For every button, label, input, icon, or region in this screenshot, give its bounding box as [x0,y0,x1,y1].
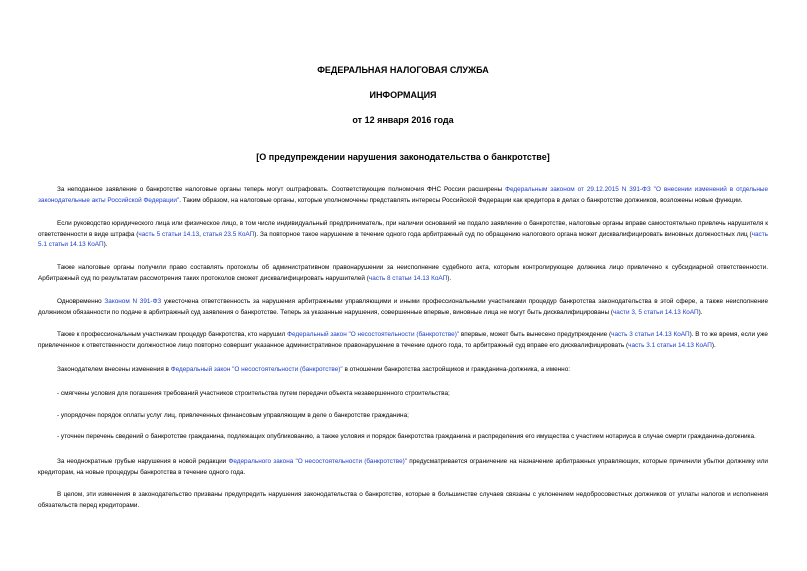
law-reference-link[interactable]: Федеральный закон "О несостоятельности (банкротстве)" [287,331,460,339]
paragraph-text: ). [698,308,703,316]
paragraph-text: - уточнен перечень сведений о банкротстве гражданина, подлежащих опубликованию, а также условия и порядок банкротства гражданина и распределения его имущества с участием нотариуса в случае смерти гражданина-должника. [57,433,756,441]
paragraph-text: ). [103,241,108,249]
law-reference-link[interactable]: часть 8 статьи 14.13 КоАП [368,274,448,282]
paragraph-text: , [199,230,203,238]
law-reference-link[interactable]: часть 3 статьи 14.13 КоАП [611,331,690,339]
paragraph-text: За неподанное заявление о банкротстве налоговые органы теперь могут оштрафовать. Соответствующие полномочия ФНС России расширены [57,186,506,193]
law-reference-link[interactable]: части 3, 5 статьи 14.13 КоАП [612,308,699,316]
paragraph-text: . Таким образом, на налоговые органы, которые уполномочены представлять интересы Российской Федерации как кредитора в делах о банкротстве должников, возложены новые функции. [179,196,743,204]
paragraph-text: ужесточена ответственность за нарушения арбитражными управляющими и иными профессиональными участниками процедур банкротства законодательства в этой сфере, а также неисполнение должником обязанности по подаче в арбитражный суд заявления о банкротстве. Теперь за указанные нарушения, совершенные впервые, виновные лица не могут быть дисквалифицированы ( [38,298,768,316]
paragraph-text: ). За повторное такое нарушение в течение одного года арбитражный суд по обращению налогового органа может дисквалифицировать виновных должностных лиц ( [254,230,752,238]
paragraph-text: ). В то же время, если уже привлеченное к ответственности должностное лицо повторно совершит указанное административное правонарушение в течение одного года, то арбитражный суд вправе его дисквалифицировать ( [38,331,768,349]
paragraph-text: Также к профессиональным участникам процедур банкротства, кто нарушил [57,331,288,339]
paragraph-text: Законодателем внесены изменения в [57,365,171,373]
paragraph [38,330,768,351]
law-reference-link[interactable]: Федеральный закон "О несостоятельности (банкротстве)" [170,365,343,373]
paragraph-text: ). [711,341,716,349]
paragraph-text: - смягчены условия для погашения требований участников строительства путем передачи объекта незавершенного строительства; [57,390,450,398]
paragraph-text: В целом, эти изменения в законодательство призваны предупредить нарушения законодательства о банкротстве, которые в большинстве случаев связаны с уклонением недобросовестных должников от уплаты налогов и исполнения обязательств перед кредиторами. [38,491,768,509]
paragraph [38,297,768,318]
paragraph-text: За неоднократные грубые нарушения в новой редакции [57,457,229,465]
document-page [38,64,768,511]
law-reference-link[interactable]: Законом N 391-ФЗ [104,298,162,306]
law-reference-link[interactable]: часть 5.1 статьи 14.13 КоАП [38,230,769,249]
paragraph-text: впервые, может быть вынесено предупреждение ( [459,331,612,339]
paragraph-text: - упорядочен порядок оплаты услуг лиц, привлеченных финансовым управляющим в деле о банкротстве гражданина; [57,411,409,419]
paragraph [38,263,768,284]
paragraph-text: Также налоговые органы получили право составлять протоколы об административном правонарушении за неисполнение судебного акта, которым контролирующее должника лицо привлечено к субсидиарной ответственности. Арбитражный суд по результатам рассмотрения таких протоколов сможет дисквалифицировать нарушителей ( [38,263,768,282]
paragraph-text: в отношении банкротства застройщиков и гражданина-должника, а именно: [342,365,571,373]
paragraph-text: Одновременно [57,298,105,306]
paragraph-text: ). [447,274,452,282]
document-type-heading: ИНФОРМАЦИЯ [369,90,437,100]
law-reference-link[interactable]: Федерального закона "О несостоятельности (банкротстве)" [228,457,408,465]
paragraph [38,432,768,443]
law-reference-link[interactable]: часть 5 статьи 14.13 [138,230,200,238]
document-title: [О предупреждении нарушения законодательства о банкротстве] [256,152,550,162]
paragraph-text: Если руководство юридического лица или физическое лицо, в том числе индивидуальный предприниматель, при наличии оснований не подало заявление о банкротстве, налоговые органы вправе самостоятельно привлечь нарушителя к ответственности в виде штрафа ( [38,220,768,238]
law-reference-link[interactable]: статья 23.5 КоАП [202,230,255,238]
paragraph [38,389,768,400]
law-reference-link[interactable]: Федеральным законом от 29.12.2015 N 391-ФЗ "О внесении изменений в отдельные законодательные акты Российской Федерации" [38,186,768,204]
paragraph [38,490,768,511]
paragraph [38,219,768,251]
paragraph [38,411,768,422]
paragraph [38,457,768,478]
paragraph-text: предусматривается ограничение на назначение арбитражных управляющих, которые причинили убытки должнику или кредиторам, на новые процедуры банкротства в течение одного года. [38,457,768,476]
document-body [38,185,768,511]
paragraph [38,185,768,206]
law-reference-link[interactable]: часть 3.1 статьи 14.13 КоАП [628,341,712,349]
document-date: от 12 января 2016 года [352,115,454,125]
paragraph [38,365,768,376]
agency-heading: ФЕДЕРАЛЬНАЯ НАЛОГОВАЯ СЛУЖБА [317,65,489,75]
